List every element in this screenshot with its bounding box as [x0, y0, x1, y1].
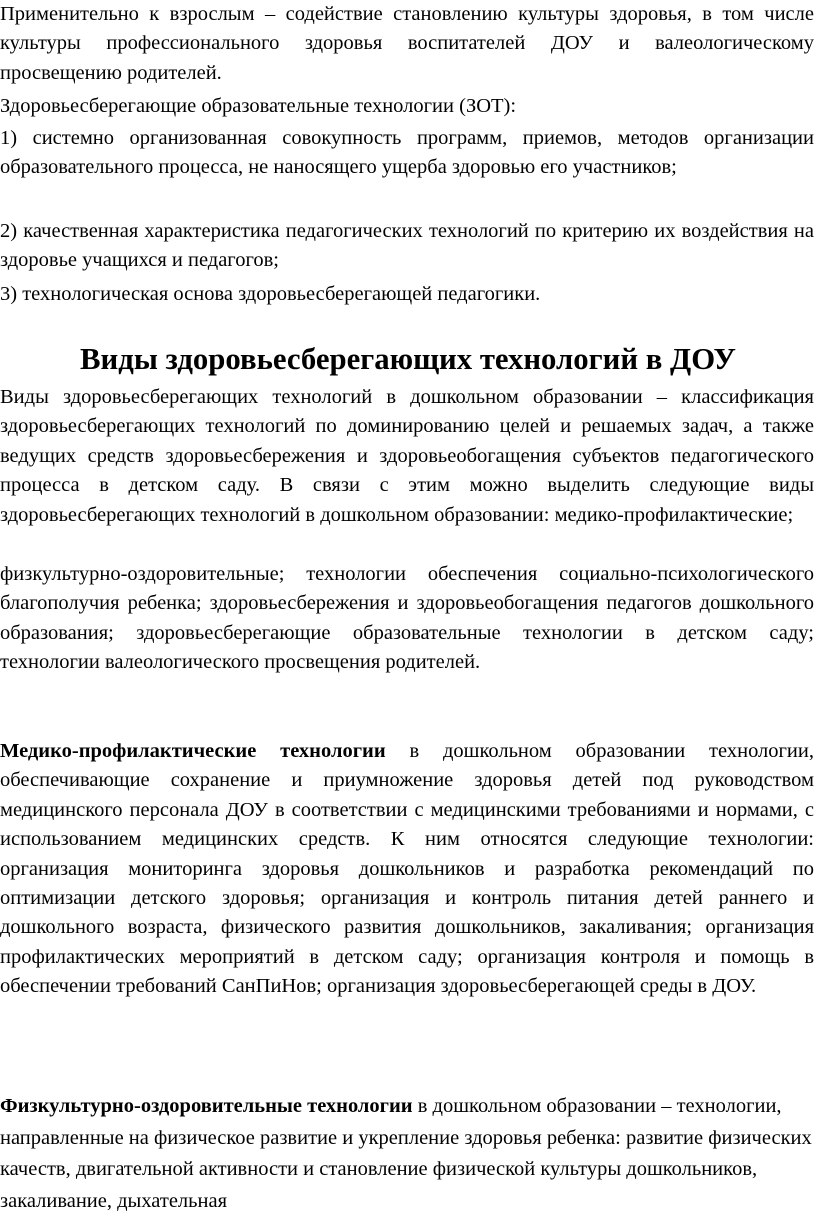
paragraph-zot-definition: Здоровьесберегающие образовательные технологии (ЗОТ): [0, 95, 517, 117]
paragraph-medical-technologies [0, 737, 814, 1002]
text-physical-technologies: в дошкольном образовании – технологии, направленные на физическое развитие и укрепление здоровья ребенка: развитие физических качеств, двигательной активности и становление физической культуры дошкольников, закаливание, дыхательная [0, 1095, 812, 1212]
term-medical-technologies: Медико-профилактические технологии [0, 740, 386, 762]
list-item-zot-2: 2) качественная характеристика педагогических технологий по критерию их воздействия на здоровье учащихся и педагогов; [0, 220, 814, 272]
section-heading-types: Виды здоровьесберегающих технологий в ДОУ [80, 342, 736, 376]
paragraph-types-list: физкультурно-оздоровительные; технологии обеспечения социально-психологического благополучия ребенка; здоровьесбережения и здоровьеобогащения педагогов дошкольного образования; здоровьесберегающие образовательные технологии в детском саду; технологии валеологического просвещения родителей. [0, 563, 814, 674]
list-item-zot-3: 3) технологическая основа здоровьесберегающей педагогики. [0, 283, 541, 305]
paragraph-physical-technologies [0, 1091, 814, 1217]
list-item-zot-1: 1) системно организованная совокупность программ, приемов, методов организации образовательного процесса, не наносящего ущерба здоровью его участников; [0, 127, 814, 179]
text-medical-technologies: в дошкольном образовании технологии, обеспечивающие сохранение и приумножение здоровья детей под руководством медицинского персонала ДОУ в соответствии с медицинскими требованиями и нормами, с использованием медицинских средств. К ним относятся следующие технологии: организация мониторинга здоровья дошкольников и разработка рекомендаций по оптимизации детского здоровья; организация и контроль питания детей раннего и дошкольного возраста, физического развития дошкольников, закаливания; организация профилактических мероприятий в детском саду; организация контроля и помощь в обеспечении требований СанПиНов; организация здоровьесберегающей среды в ДОУ. [0, 740, 815, 998]
paragraph-intro-adults: Применительно к взрослым – содействие становлению культуры здоровья, в том числе культуры профессионального здоровья воспитателей ДОУ и валеологическому просвещению родителей. [0, 3, 814, 84]
paragraph-types: Виды здоровьесберегающих технологий в дошкольном образовании – классификация здоровьесберегающих технологий по доминированию целей и решаемых задач, а также ведущих средств здоровьесбережения и здоровьеобогащения субъектов педагогического процесса в детском саду. В связи с этим можно выделить следующие виды здоровьесберегающих технологий в дошкольном образовании: медико-профилактические; [0, 386, 814, 526]
term-physical-technologies: Физкультурно-оздоровительные технологии [0, 1095, 413, 1117]
